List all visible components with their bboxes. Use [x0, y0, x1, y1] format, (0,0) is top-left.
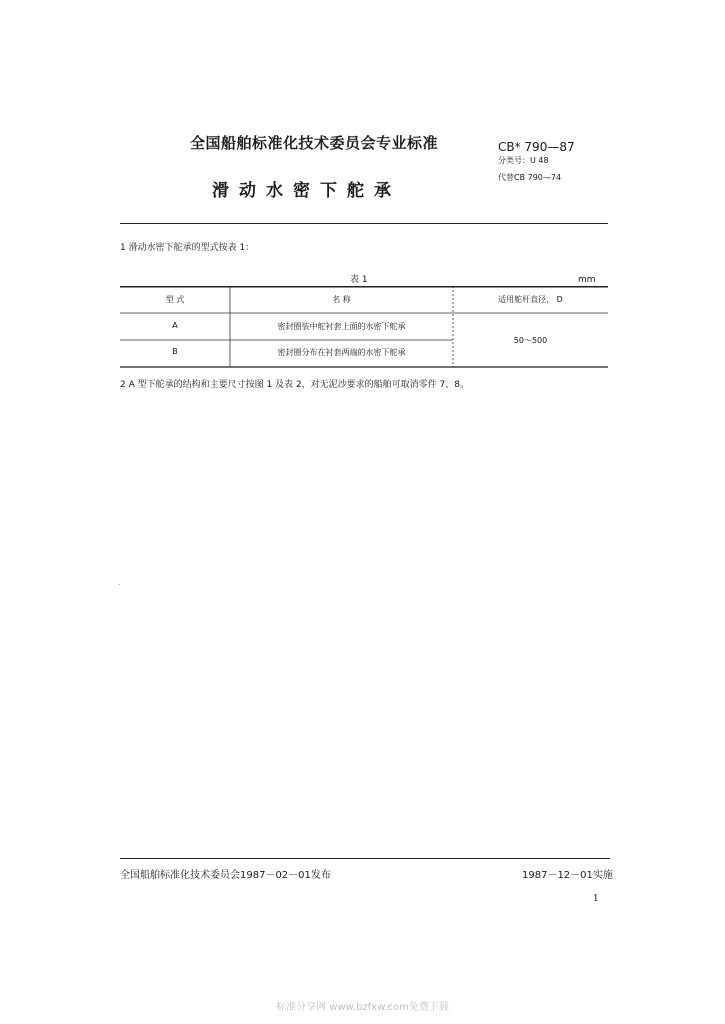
- document-title: 滑动水密下舵承: [212, 181, 401, 201]
- replaces-standard: 代替CB 790—74: [498, 173, 562, 182]
- effective-date: 1987－12－01实施: [522, 870, 613, 881]
- table-1: [120, 286, 608, 368]
- diameter-range: 50～500: [513, 336, 548, 345]
- section-1-text: 1 滑动水密下舵承的型式按表 1：: [120, 243, 255, 253]
- table-caption: 表 1: [350, 275, 368, 285]
- watermark: 标准分享网 www.bzfxw.com免费下载: [276, 1002, 449, 1013]
- section-2-text: 2 A 型下舵承的结构和主要尺寸按图 1 及表 2，对无泥沙要求的船舶可取消零件 7、8。: [120, 380, 469, 390]
- issue-date: 全国船舶标准化技术委员会1987－02－01发布: [120, 870, 331, 881]
- header-diameter: 适用舵杆直径， D: [498, 295, 563, 304]
- table-unit: mm: [578, 275, 596, 285]
- page-number: 1: [593, 894, 599, 904]
- classification-number: 分类号：U 48: [498, 156, 549, 165]
- committee-title: 全国船舶标准化技术委员会专业标准: [190, 134, 439, 152]
- header-type: 型 式: [165, 295, 185, 304]
- header-name: 名 称: [332, 295, 351, 304]
- standard-code: CB* 790—87: [498, 140, 575, 154]
- scan-speck: .: [118, 578, 121, 587]
- row-b-name: 密封圈分布在衬套两端的水密下舵承: [277, 348, 406, 357]
- row-a-name: 密封圈装中舵衬套上面的水密下舵承: [277, 322, 406, 331]
- footer-divider: [120, 858, 610, 859]
- row-a-type: A: [172, 321, 178, 330]
- header-divider: [120, 223, 608, 224]
- row-b-type: B: [172, 347, 178, 356]
